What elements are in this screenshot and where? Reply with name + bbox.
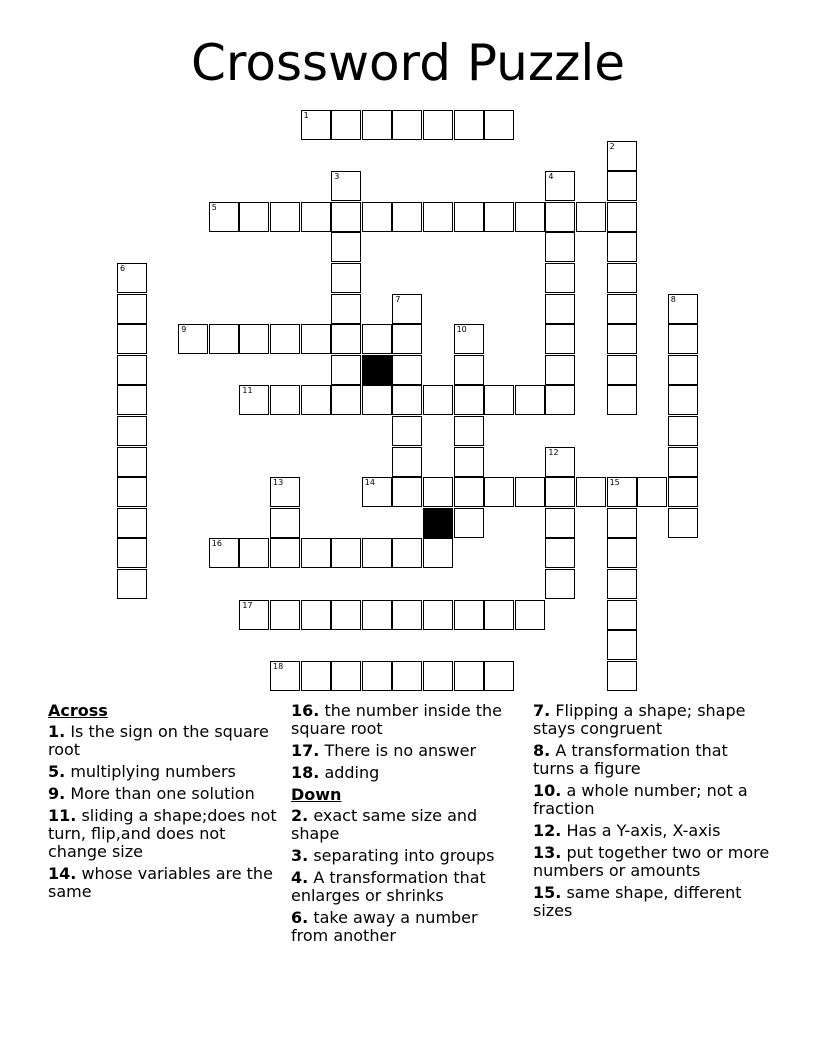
grid-cell[interactable] xyxy=(454,110,484,140)
grid-cell[interactable] xyxy=(607,232,637,262)
grid-cell[interactable] xyxy=(545,477,575,507)
grid-cell[interactable] xyxy=(270,661,300,691)
grid-cell[interactable] xyxy=(454,324,484,354)
grid-cell[interactable] xyxy=(454,477,484,507)
grid-cell[interactable] xyxy=(331,355,361,385)
grid-cell[interactable] xyxy=(301,110,331,140)
grid-cell[interactable] xyxy=(117,385,147,415)
clue-number-16: 16 xyxy=(211,539,222,549)
grid-cell[interactable] xyxy=(331,385,361,415)
grid-cell[interactable] xyxy=(209,538,239,568)
grid-cell[interactable] xyxy=(637,477,667,507)
clue-number-13: 13 xyxy=(273,478,284,488)
grid-cell[interactable] xyxy=(668,385,698,415)
grid-cell[interactable] xyxy=(454,661,484,691)
grid-cell[interactable] xyxy=(607,600,637,630)
clue-across-11: 11. sliding a shape;does not turn, flip,and does not change size xyxy=(48,806,277,861)
grid-cell[interactable] xyxy=(668,355,698,385)
grid-cell[interactable] xyxy=(607,171,637,201)
clue-number-4: 4 xyxy=(548,172,554,182)
clue-down-12: 12. Has a Y-axis, X-axis xyxy=(533,821,721,840)
grid-cell[interactable] xyxy=(668,477,698,507)
grid-cell[interactable] xyxy=(331,538,361,568)
grid-cell[interactable] xyxy=(362,477,392,507)
grid-cell[interactable] xyxy=(576,202,606,232)
grid-cell[interactable] xyxy=(301,385,331,415)
grid-cell[interactable] xyxy=(239,600,269,630)
grid-cell[interactable] xyxy=(545,447,575,477)
grid-cell[interactable] xyxy=(545,263,575,293)
grid-cell[interactable] xyxy=(545,202,575,232)
clue-down-2: 2. exact same size and shape xyxy=(291,806,478,843)
grid-cell[interactable] xyxy=(423,538,453,568)
grid-cell[interactable] xyxy=(545,385,575,415)
grid-cell[interactable] xyxy=(392,110,422,140)
grid-cell[interactable] xyxy=(545,232,575,262)
clue-number-5: 5 xyxy=(211,202,217,212)
grid-cell[interactable] xyxy=(607,538,637,568)
clue-number-7: 7 xyxy=(395,294,401,304)
grid-cell[interactable] xyxy=(607,294,637,324)
grid-cell[interactable] xyxy=(392,202,422,232)
grid-cell[interactable] xyxy=(454,202,484,232)
grid-cell[interactable] xyxy=(484,600,514,630)
grid-cell[interactable] xyxy=(117,324,147,354)
grid-cell[interactable] xyxy=(607,202,637,232)
clue-number-11: 11 xyxy=(242,386,253,396)
grid-cell[interactable] xyxy=(545,508,575,538)
grid-cell[interactable] xyxy=(545,569,575,599)
grid-cell[interactable] xyxy=(117,447,147,477)
grid-cell[interactable] xyxy=(117,477,147,507)
grid-cell[interactable] xyxy=(668,324,698,354)
grid-cell[interactable] xyxy=(117,416,147,446)
grid-cell[interactable] xyxy=(239,324,269,354)
grid-cell[interactable] xyxy=(270,477,300,507)
grid-cell[interactable] xyxy=(362,202,392,232)
clue-across-9: 9. More than one solution xyxy=(48,784,255,803)
clue-across-14: 14. whose variables are the same xyxy=(48,864,273,901)
grid-cell[interactable] xyxy=(454,447,484,477)
grid-cell[interactable] xyxy=(117,508,147,538)
grid-cell[interactable] xyxy=(270,324,300,354)
clue-across-5: 5. multiplying numbers xyxy=(48,762,236,781)
clues-column-2 xyxy=(291,702,519,949)
clues-column-1 xyxy=(48,702,280,905)
grid-cell[interactable] xyxy=(545,171,575,201)
grid-cell[interactable] xyxy=(454,600,484,630)
grid-cell[interactable] xyxy=(331,263,361,293)
grid-cell[interactable] xyxy=(331,324,361,354)
grid-cell[interactable] xyxy=(515,600,545,630)
clue-number-17: 17 xyxy=(242,600,253,610)
grid-cell[interactable] xyxy=(515,477,545,507)
grid-cell[interactable] xyxy=(331,600,361,630)
grid-cell[interactable] xyxy=(362,538,392,568)
grid-cell[interactable] xyxy=(270,385,300,415)
grid-cell[interactable] xyxy=(301,538,331,568)
grid-cell[interactable] xyxy=(607,477,637,507)
clue-number-9: 9 xyxy=(181,325,187,335)
grid-cell[interactable] xyxy=(607,263,637,293)
grid-cell[interactable] xyxy=(454,355,484,385)
grid-cell[interactable] xyxy=(270,600,300,630)
grid-cell[interactable] xyxy=(178,324,208,354)
grid-cell[interactable] xyxy=(301,600,331,630)
grid-cell[interactable] xyxy=(392,416,422,446)
grid-cell[interactable] xyxy=(209,324,239,354)
grid-cell[interactable] xyxy=(607,569,637,599)
grid-cell[interactable] xyxy=(423,110,453,140)
grid-cell[interactable] xyxy=(331,171,361,201)
grid-cell[interactable] xyxy=(607,661,637,691)
grid-cell[interactable] xyxy=(454,385,484,415)
grid-cell[interactable] xyxy=(392,324,422,354)
grid-cell[interactable] xyxy=(239,202,269,232)
grid-cell[interactable] xyxy=(331,661,361,691)
grid-cell[interactable] xyxy=(392,355,422,385)
grid-cell[interactable] xyxy=(607,141,637,171)
grid-cell[interactable] xyxy=(117,569,147,599)
grid-cell[interactable] xyxy=(239,538,269,568)
grid-cell[interactable] xyxy=(301,202,331,232)
grid-cell[interactable] xyxy=(392,447,422,477)
clue-down-15: 15. same shape, different sizes xyxy=(533,883,742,920)
grid-cell[interactable] xyxy=(454,416,484,446)
grid-cell[interactable] xyxy=(607,324,637,354)
grid-cell[interactable] xyxy=(117,355,147,385)
clue-number-14: 14 xyxy=(364,478,375,488)
down-heading: Down xyxy=(291,785,342,804)
grid-cell[interactable] xyxy=(392,600,422,630)
clue-across-1: 1. Is the sign on the square root xyxy=(48,722,269,759)
black-square xyxy=(423,508,453,538)
clue-across-18: 18. adding xyxy=(291,763,380,782)
grid-cell[interactable] xyxy=(392,294,422,324)
grid-cell[interactable] xyxy=(331,232,361,262)
clue-number-3: 3 xyxy=(334,172,340,182)
grid-cell[interactable] xyxy=(545,294,575,324)
clue-number-10: 10 xyxy=(456,325,467,335)
clue-down-8: 8. A transformation that turns a figure xyxy=(533,741,728,778)
grid-cell[interactable] xyxy=(423,202,453,232)
grid-cell[interactable] xyxy=(545,355,575,385)
grid-cell[interactable] xyxy=(423,661,453,691)
clue-number-8: 8 xyxy=(670,294,676,304)
black-square xyxy=(362,355,392,385)
grid-cell[interactable] xyxy=(362,324,392,354)
grid-cell[interactable] xyxy=(423,477,453,507)
grid-cell[interactable] xyxy=(607,385,637,415)
grid-cell[interactable] xyxy=(423,600,453,630)
grid-cell[interactable] xyxy=(362,600,392,630)
clue-number-15: 15 xyxy=(609,478,620,488)
grid-cell[interactable] xyxy=(484,202,514,232)
grid-cell[interactable] xyxy=(209,202,239,232)
grid-cell[interactable] xyxy=(668,416,698,446)
grid-cell[interactable] xyxy=(392,385,422,415)
grid-cell[interactable] xyxy=(484,661,514,691)
grid-cell[interactable] xyxy=(270,508,300,538)
grid-cell[interactable] xyxy=(484,477,514,507)
grid-cell[interactable] xyxy=(331,294,361,324)
grid-cell[interactable] xyxy=(668,447,698,477)
grid-cell[interactable] xyxy=(331,110,361,140)
grid-cell[interactable] xyxy=(454,508,484,538)
grid-cell[interactable] xyxy=(270,538,300,568)
clue-number-18: 18 xyxy=(273,661,284,671)
grid-cell[interactable] xyxy=(392,477,422,507)
across-heading: Across xyxy=(48,701,108,720)
grid-cell[interactable] xyxy=(576,477,606,507)
grid-cell[interactable] xyxy=(301,324,331,354)
grid-cell[interactable] xyxy=(362,661,392,691)
grid-cell[interactable] xyxy=(270,202,300,232)
grid-cell[interactable] xyxy=(484,110,514,140)
grid-cell[interactable] xyxy=(515,385,545,415)
grid-cell[interactable] xyxy=(362,385,392,415)
grid-cell[interactable] xyxy=(117,263,147,293)
clue-number-12: 12 xyxy=(548,447,559,457)
grid-cell[interactable] xyxy=(545,538,575,568)
clue-across-17: 17. There is no answer xyxy=(291,741,477,760)
clue-down-13: 13. put together two or more numbers or amounts xyxy=(533,843,770,880)
grid-cell[interactable] xyxy=(607,630,637,660)
clue-number-6: 6 xyxy=(120,264,126,273)
grid-cell[interactable] xyxy=(392,538,422,568)
clue-down-6: 6. take away a number from another xyxy=(291,908,478,945)
grid-cell[interactable] xyxy=(423,385,453,415)
grid-cell[interactable] xyxy=(668,294,698,324)
grid-cell[interactable] xyxy=(362,110,392,140)
clue-number-1: 1 xyxy=(303,111,309,120)
clue-down-4: 4. A transformation that enlarges or shrinks xyxy=(291,868,486,905)
grid-cell[interactable] xyxy=(484,385,514,415)
clue-down-3: 3. separating into groups xyxy=(291,846,495,865)
grid-cell[interactable] xyxy=(607,508,637,538)
grid-cell[interactable] xyxy=(392,661,422,691)
grid-cell[interactable] xyxy=(515,202,545,232)
grid-cell[interactable] xyxy=(301,661,331,691)
grid-cell[interactable] xyxy=(668,508,698,538)
clue-down-7: 7. Flipping a shape; shape stays congruent xyxy=(533,701,746,738)
grid-cell[interactable] xyxy=(545,324,575,354)
clue-number-2: 2 xyxy=(609,141,615,151)
clues-column-3 xyxy=(533,702,773,924)
clue-across-16: 16. the number inside the square root xyxy=(291,701,503,738)
grid-cell[interactable] xyxy=(117,294,147,324)
grid-cell[interactable] xyxy=(239,385,269,415)
grid-cell[interactable] xyxy=(117,538,147,568)
grid-cell[interactable] xyxy=(607,355,637,385)
clue-down-10: 10. a whole number; not a fraction xyxy=(533,781,748,818)
puzzle-title: Crossword Puzzle xyxy=(191,34,625,92)
grid-cell[interactable] xyxy=(331,202,361,232)
